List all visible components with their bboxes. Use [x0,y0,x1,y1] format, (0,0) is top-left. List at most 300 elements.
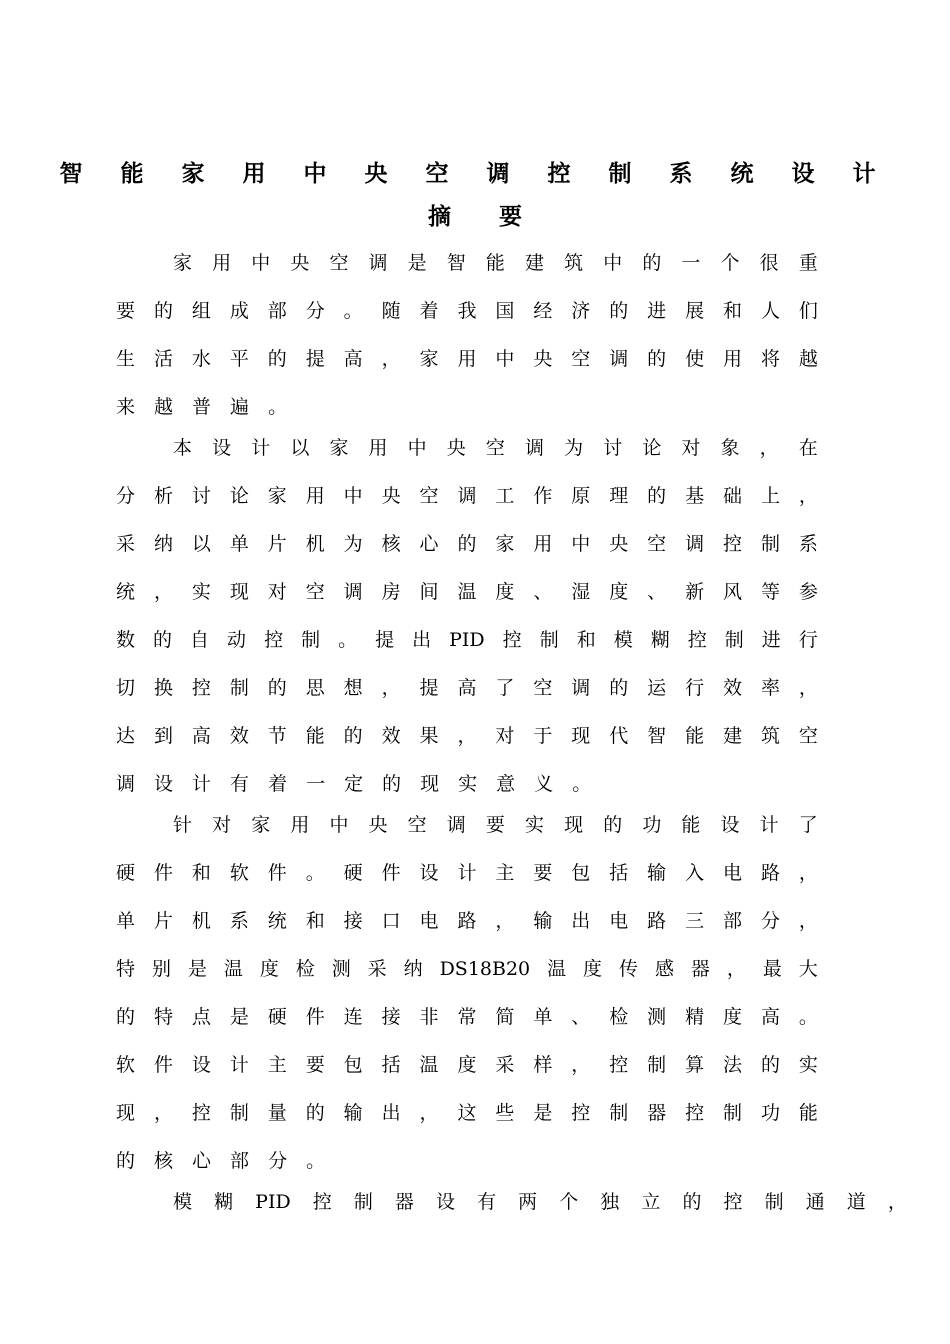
text-glyph: 对 [495,725,515,747]
text-glyph: 包 [343,1054,363,1076]
abstract-heading-char-1: 摘 [428,203,451,230]
text-glyph: 制 [764,1191,784,1213]
text-glyph: 制 [539,629,559,651]
text-glyph: 温 [223,958,243,980]
text-glyph: 针 [173,814,193,836]
text-glyph: 精 [685,1006,705,1028]
text-glyph: 的 [153,629,173,651]
text-glyph: 主 [267,1054,287,1076]
text-glyph: 统 [116,581,136,603]
text-glyph: 成 [229,300,249,322]
text-glyph: 部 [230,1150,250,1172]
text-glyph: 要 [305,1054,325,1076]
text-glyph: 控 [685,1102,705,1124]
text-glyph: 制 [609,1102,629,1124]
text-glyph: 采 [116,533,136,555]
text-glyph: 大 [798,958,818,980]
text-glyph: 接 [381,1006,401,1028]
text-glyph: 新 [685,581,705,603]
text-glyph: 理 [609,485,629,507]
text-glyph: 设 [435,1191,455,1213]
text-glyph: 调 [685,533,705,555]
text-glyph: 是 [187,958,207,980]
text-glyph: 央 [446,437,466,459]
text-glyph: 空 [329,252,349,274]
text-glyph: 上 [760,485,780,507]
paragraph-line [116,993,818,1041]
text-glyph: 现 [564,814,584,836]
text-glyph: 智 [647,725,667,747]
text-glyph: 功 [760,1102,780,1124]
text-glyph: 电 [723,862,743,884]
text-glyph: 括 [609,862,629,884]
text-glyph: 空 [571,348,591,370]
text-glyph: 单 [533,1006,553,1028]
text-glyph: 计 [229,1054,249,1076]
text-glyph: ， [726,958,746,980]
text-glyph: 要 [116,300,136,322]
text-glyph: 提 [375,629,395,651]
text-glyph: 运 [647,677,667,699]
text-glyph: 软 [116,1054,136,1076]
text-glyph: 调 [368,252,388,274]
text-glyph: 硬 [267,1006,287,1028]
paragraph-line [116,897,818,945]
text-glyph: 越 [798,348,818,370]
text-glyph: 设 [191,1054,211,1076]
paragraph-line [116,616,818,664]
text-glyph: 空 [533,677,553,699]
text-glyph: 心 [192,1150,212,1172]
text-glyph: 主 [495,862,515,884]
text-glyph: 能 [798,1102,818,1124]
text-glyph: 高 [343,348,363,370]
text-glyph: 、 [533,581,553,603]
text-glyph: 一 [306,773,326,795]
text-glyph: 央 [609,533,629,555]
text-glyph: 算 [685,1054,705,1076]
text-glyph: 进 [761,629,781,651]
text-glyph: 件 [153,1054,173,1076]
text-glyph: 控 [609,1054,629,1076]
text-glyph: 空 [798,725,818,747]
text-glyph: 制 [723,1102,743,1124]
text-glyph: 心 [419,533,439,555]
text-glyph: 出 [412,629,432,651]
text-glyph: 经 [533,300,553,322]
abstract-paragraph-3 [116,801,818,1185]
text-glyph: 展 [685,300,705,322]
text-glyph: 建 [723,725,743,747]
text-glyph: 和 [723,300,743,322]
text-glyph: 央 [290,252,310,274]
text-glyph: 用 [368,437,388,459]
text-glyph: 。 [306,1150,326,1172]
text-glyph: 实 [798,1054,818,1076]
text-glyph: 部 [267,300,287,322]
text-glyph: 我 [457,300,477,322]
text-glyph: 两 [518,1191,538,1213]
text-glyph: 括 [381,1054,401,1076]
text-glyph: ， [798,677,818,699]
text-glyph: 中 [603,252,623,274]
text-glyph: 本 [173,437,193,459]
text-glyph: 设 [212,437,232,459]
text-glyph: 中 [495,348,515,370]
text-glyph: ， [153,581,173,603]
text-glyph: 原 [571,485,591,507]
text-glyph: 空 [485,437,505,459]
text-glyph: 测 [331,958,351,980]
text-glyph: 度 [723,1006,743,1028]
text-glyph: 将 [760,348,780,370]
text-glyph: 常 [457,1006,477,1028]
text-glyph: 特 [153,1006,173,1028]
paragraph-line [116,335,818,383]
text-glyph: 采 [495,1054,515,1076]
abstract-paragraph-1 [116,239,818,431]
text-glyph: 的 [457,533,477,555]
text-glyph: 思 [305,677,325,699]
text-glyph: 控 [723,1191,743,1213]
text-glyph: 进 [647,300,667,322]
text-glyph: 路 [457,910,477,932]
text-glyph: 央 [381,485,401,507]
text-glyph: 、 [647,581,667,603]
text-glyph: 件 [267,862,287,884]
document-title: 智 能 家 用 中 央 空 调 控 制 系 统 设 计 [59,160,891,187]
text-glyph: 制 [301,629,321,651]
text-glyph: 工 [495,485,515,507]
text-glyph: 。 [798,1006,818,1028]
text-glyph: 控 [191,1102,211,1124]
text-glyph: 家 [495,533,515,555]
text-glyph: 器 [690,958,710,980]
text-glyph: 独 [600,1191,620,1213]
text-glyph: 输 [343,1102,363,1124]
text-glyph: 测 [647,1006,667,1028]
text-glyph: ， [759,437,779,459]
text-glyph: 计 [251,437,271,459]
text-glyph: 建 [524,252,544,274]
text-glyph: 要 [485,814,505,836]
text-glyph: 了 [495,677,515,699]
text-glyph: 用 [533,533,553,555]
text-glyph: 中 [343,485,363,507]
text-glyph: 设 [154,773,174,795]
text-glyph: 代 [609,725,629,747]
paragraph-line [116,1089,818,1137]
text-glyph: 达 [116,725,136,747]
text-glyph: 电 [609,910,629,932]
text-glyph: 度 [259,958,279,980]
text-glyph: 了 [798,814,818,836]
text-glyph: 节 [267,725,287,747]
abstract-paragraph-2 [116,424,818,808]
text-glyph: 实 [524,814,544,836]
text-glyph: 检 [295,958,315,980]
text-glyph: 用 [457,348,477,370]
text-glyph: ， [798,485,818,507]
text-glyph: 能 [685,725,705,747]
text-glyph: 法 [723,1054,743,1076]
text-glyph: 器 [394,1191,414,1213]
text-glyph: 口 [381,910,401,932]
text-glyph: 机 [191,910,211,932]
text-glyph: 一 [681,252,701,274]
text-glyph: 遍 [230,396,250,418]
text-glyph: 计 [759,814,779,836]
text-glyph: 纳 [153,533,173,555]
text-glyph: 分 [116,485,136,507]
text-glyph: 部 [723,910,743,932]
text-glyph: 换 [153,677,173,699]
text-glyph: 国 [495,300,515,322]
text-glyph: 效 [723,677,743,699]
text-glyph: 制 [760,533,780,555]
text-glyph: 控 [264,629,284,651]
paragraph-line [116,712,818,760]
text-glyph: ， [381,677,401,699]
text-glyph: 平 [229,348,249,370]
text-glyph: 电 [419,910,439,932]
text-glyph: 生 [116,348,136,370]
paragraph-line [116,664,818,712]
text-glyph: 效 [229,725,249,747]
text-glyph: 个 [720,252,740,274]
text-glyph: 单 [116,910,136,932]
text-glyph: 数 [116,629,136,651]
text-glyph: 制 [229,1102,249,1124]
text-glyph: 的 [116,1006,136,1028]
text-glyph: 的 [153,300,173,322]
paragraph-line [116,520,818,568]
text-glyph: 在 [798,437,818,459]
text-glyph: ， [798,862,818,884]
text-glyph: 随 [381,300,401,322]
text-glyph: 控 [502,629,522,651]
text-glyph: 机 [305,533,325,555]
text-glyph: 分 [268,1150,288,1172]
text-glyph: ， [798,910,818,932]
text-glyph: 空 [305,581,325,603]
text-glyph: ， [153,1102,173,1124]
text-glyph: 筑 [564,252,584,274]
text-glyph: 的 [682,1191,702,1213]
text-glyph: 和 [576,629,596,651]
text-glyph: 温 [419,1054,439,1076]
text-glyph: 调 [446,814,466,836]
text-glyph: 控 [571,1102,591,1124]
text-glyph: 统 [267,910,287,932]
text-glyph: 输 [647,862,667,884]
text-glyph: 有 [477,1191,497,1213]
abstract-heading [0,200,950,234]
text-glyph: 分 [305,300,325,322]
text-glyph: 普 [192,396,212,418]
text-glyph: 糊 [214,1191,234,1213]
text-glyph: 析 [153,485,173,507]
text-glyph: 用 [305,485,325,507]
text-glyph: 。 [268,396,288,418]
text-glyph: 件 [381,862,401,884]
text-glyph: ， [419,1102,439,1124]
text-glyph: 软 [229,862,249,884]
text-glyph: 制 [229,677,249,699]
paragraph-line [116,1178,907,1226]
text-glyph: 的 [382,773,402,795]
text-glyph: 提 [419,677,439,699]
paragraph-line [116,287,818,335]
text-glyph: 定 [344,773,364,795]
text-glyph: 是 [407,252,427,274]
text-glyph: 切 [116,677,136,699]
text-glyph: 样 [533,1054,553,1076]
paragraph-line [116,1041,818,1089]
text-glyph: 自 [190,629,210,651]
text-glyph: 。 [572,773,592,795]
text-glyph: 想 [343,677,363,699]
text-glyph: 、 [571,1006,591,1028]
text-glyph: 意 [496,773,516,795]
text-glyph: 感 [654,958,674,980]
text-glyph: 很 [759,252,779,274]
text-glyph: 着 [268,773,288,795]
text-glyph: ， [571,1054,591,1076]
text-glyph: 的 [647,485,667,507]
text-glyph: 采 [367,958,387,980]
text-glyph: 于 [533,725,553,747]
text-glyph: 通 [805,1191,825,1213]
text-glyph: 等 [760,581,780,603]
text-glyph: 重 [798,252,818,274]
text-glyph: ， [381,348,401,370]
text-glyph: 家 [267,485,287,507]
text-glyph: 模 [613,629,633,651]
text-glyph: 为 [343,533,363,555]
text-glyph: 。 [338,629,358,651]
text-glyph: 是 [533,1102,553,1124]
text-glyph: 核 [381,533,401,555]
text-glyph: 度 [609,581,629,603]
paragraph-line [116,239,818,287]
text-glyph: 传 [619,958,639,980]
text-glyph: 和 [191,862,211,884]
text-glyph: 和 [305,910,325,932]
text-glyph: 为 [564,437,584,459]
text-glyph: 中 [407,437,427,459]
text-glyph: 检 [609,1006,629,1028]
text-glyph: 实 [458,773,478,795]
text-glyph: 器 [647,1102,667,1124]
text-glyph: 件 [153,862,173,884]
text-glyph: 础 [723,485,743,507]
text-glyph: 制 [724,629,744,651]
text-glyph: 用 [723,348,743,370]
text-glyph: 的 [609,300,629,322]
text-glyph: 参 [798,581,818,603]
text-glyph: PID [255,1191,291,1213]
text-glyph: 包 [571,862,591,884]
text-glyph: 纳 [403,958,423,980]
text-glyph: 实 [191,581,211,603]
text-glyph: 。 [343,300,363,322]
text-glyph: 设 [419,862,439,884]
text-glyph: 提 [305,348,325,370]
text-glyph: 调 [609,348,629,370]
text-glyph: 到 [153,725,173,747]
text-glyph: 越 [154,396,174,418]
text-glyph: 制 [647,1054,667,1076]
text-glyph: 高 [760,1006,780,1028]
text-glyph: 调 [116,773,136,795]
text-glyph: 这 [457,1102,477,1124]
text-glyph: 间 [419,581,439,603]
text-glyph: 讨 [191,485,211,507]
text-glyph: 央 [368,814,388,836]
text-glyph: 能 [305,725,325,747]
text-glyph: 模 [173,1191,193,1213]
text-glyph: 件 [305,1006,325,1028]
abstract-paragraph-4 [116,1178,907,1226]
text-glyph: 能 [681,814,701,836]
text-glyph: 高 [191,725,211,747]
text-glyph: 风 [723,581,743,603]
text-glyph: 动 [227,629,247,651]
text-glyph: ， [457,725,477,747]
text-glyph: 系 [229,910,249,932]
text-glyph: 对 [681,437,701,459]
text-glyph: 的 [267,677,287,699]
text-glyph: 中 [329,814,349,836]
text-glyph: 现 [116,1102,136,1124]
text-glyph: 能 [485,252,505,274]
text-glyph: 效 [381,725,401,747]
text-glyph: 义 [534,773,554,795]
text-glyph: 的 [760,1054,780,1076]
text-glyph: 的 [647,348,667,370]
text-glyph: 单 [229,533,249,555]
text-glyph: 房 [381,581,401,603]
text-glyph: 功 [642,814,662,836]
text-glyph: 人 [760,300,780,322]
text-glyph: 现 [571,725,591,747]
text-glyph: 温 [547,958,567,980]
text-glyph: 来 [116,396,136,418]
text-glyph: 中 [571,533,591,555]
text-glyph: 作 [533,485,553,507]
text-glyph: 控 [191,677,211,699]
text-glyph: 控 [723,533,743,555]
text-glyph: 量 [267,1102,287,1124]
text-glyph: 湿 [571,581,591,603]
text-glyph: 。 [305,862,325,884]
text-glyph: 度 [583,958,603,980]
text-glyph: 中 [251,252,271,274]
text-glyph: 片 [267,533,287,555]
paragraph-line [116,472,818,520]
text-glyph: 是 [229,1006,249,1028]
text-glyph: 论 [642,437,662,459]
paragraph-line [116,568,818,616]
text-glyph: DS18B20 [439,958,531,980]
text-glyph: 道 [846,1191,866,1213]
text-glyph: 制 [353,1191,373,1213]
text-glyph: 空 [407,814,427,836]
text-glyph: 糊 [650,629,670,651]
text-glyph: 温 [457,581,477,603]
abstract-heading-char-2: 要 [499,203,522,230]
